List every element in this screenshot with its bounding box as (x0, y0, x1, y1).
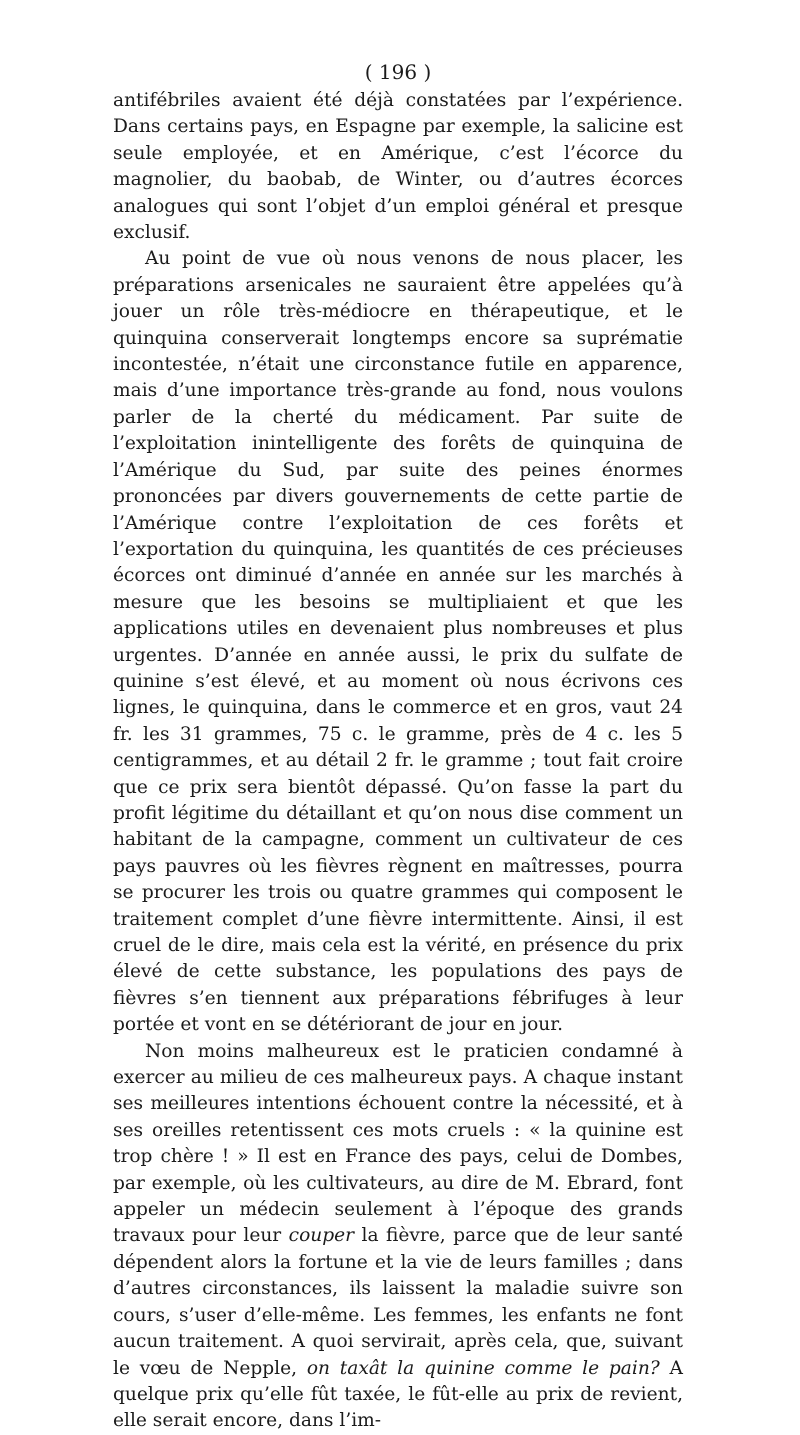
paragraph-2 (113, 246, 683, 1038)
text-run: Non moins malheureux est le praticien condamné à exercer au milieu de ces malheureux pays. A chaque instant ses meilleures intentions échouent contre la nécessité, et à ses oreilles retentissent ces mots cruels : « la quinine est trop chère ! » Il est en France des pays, celui de Dombes, par exemple, où les cultivateurs, au dire de M. Ebrard, font appeler un médecin seulement à l’époque des grands travaux pour leur (113, 1040, 683, 1247)
text-run: A quelque prix qu’elle fût taxée, le fût-elle au prix de revient, elle serait encore, dans l’im- (113, 1357, 683, 1432)
page-content (113, 58, 683, 1435)
italic-phrase: couper (288, 1225, 355, 1247)
page-number: ( 196 ) (364, 60, 432, 84)
italic-phrase: on taxât la quinine comme le pain? (306, 1357, 660, 1379)
text-run: Au point de vue où nous venons de nous placer, les préparations arsenicales ne sauraient être appelées qu’à jouer un rôle très-médiocre en thérapeutique, et le quinquina conserverait longtemps encore sa suprématie incontestée, n’était une circonstance futile en apparence, mais d’une importance très-grande au fond, nous voulons parler de la cherté du médicament. Par suite de l’exploitation inintelligente des forêts de quinquina de l’Amérique du Sud, par suite des peines énormes prononcées par divers gouvernements de cette partie de l’Amérique contre l’exploitation de ces forêts et l’exportation du quinquina, les quantités de ces précieuses écorces ont diminué d’année en année sur les marchés à mesure que les besoins se multipliaient et que les applications utiles en devenaient plus nombreuses et plus urgentes. D’année en année aussi, le prix du sulfate de quinine s’est élevé, et au moment où nous écrivons ces lignes, le quinquina, dans le commerce et en gros, vaut 24 fr. les 31 grammes, 75 c. le gramme, près de 4 c. les 5 centigrammes, et au détail 2 fr. le gramme ; tout fait croire que ce prix sera bientôt dépassé. Qu’on fasse la part du profit légitime du détaillant et qu’on nous dise comment un habitant de la campagne, comment un cultivateur de ces pays pauvres où les fièvres règnent en maîtresses, pourra se procurer les trois ou quatre grammes qui composent le traitement complet d’une fièvre intermittente. Ainsi, il est cruel de le dire, mais cela est la vérité, en présence du prix élevé de cette substance, les populations des pays de fièvres s’en tiennent aux préparations fébrifuges à leur portée et vont en se détériorant de jour en jour. (113, 248, 683, 1036)
body-text (113, 88, 683, 1435)
text-run: antifébriles avaient été déjà constatées par l’expérience. Dans certains pays, en Espagne par exemple, la salicine est seule employée, et en Amérique, c’est l’écorce du magnolier, du baobab, de Winter, ou d’autres écorces analogues qui sont l’objet d’un emploi général et presque exclusif. (113, 90, 683, 244)
paragraph-1 (113, 88, 683, 246)
text-run: la fièvre, parce que de leur santé dépendent alors la fortune et la vie de leurs familles ; dans d’autres circonstances, ils laissent la maladie suivre son cours, s’user d’elle-même. Les femmes, les enfants ne font aucun traitement. A quoi servirait, après cela, que, suivant le vœu de Nepple, (113, 1225, 683, 1379)
paragraph-3 (113, 1039, 683, 1435)
